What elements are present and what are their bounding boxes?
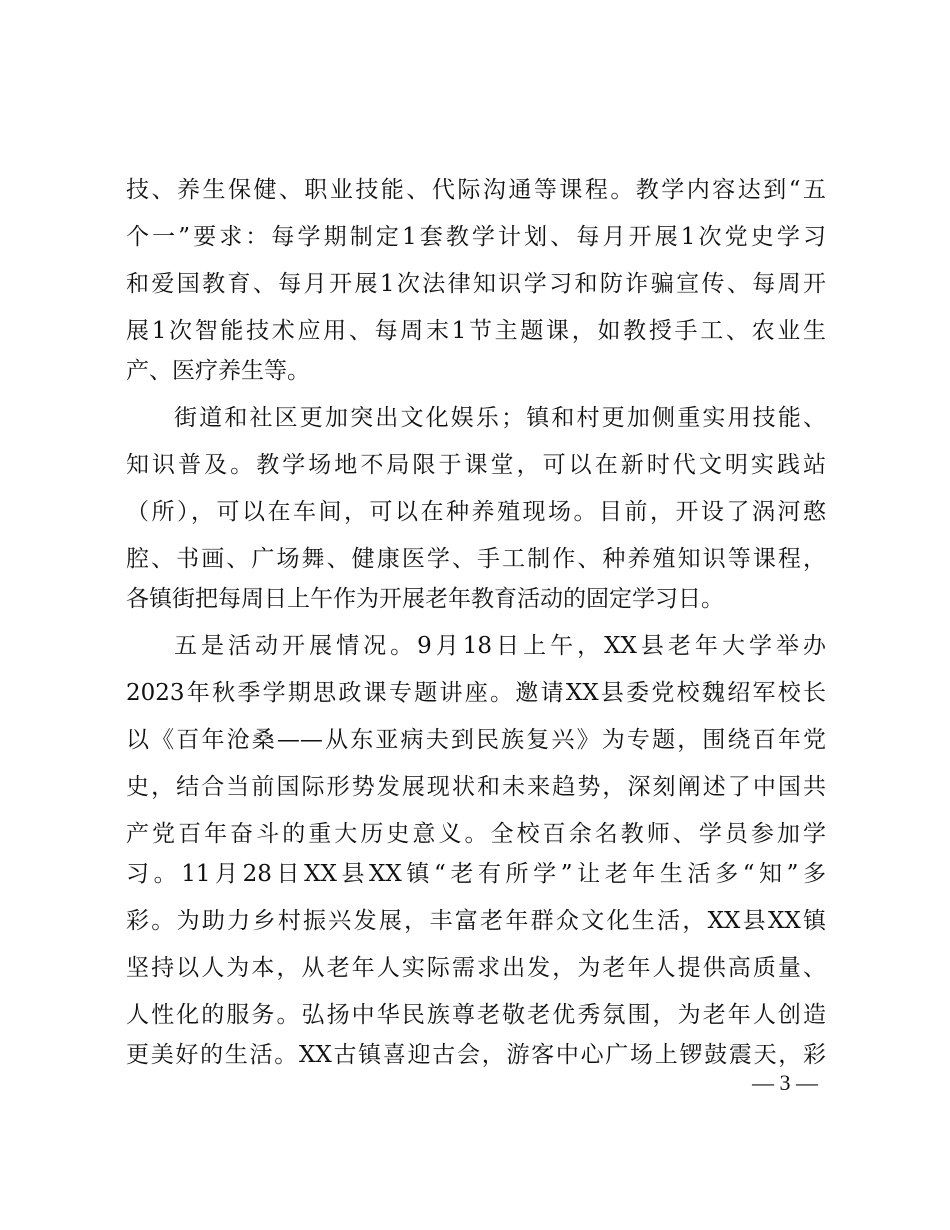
- text-line-9: 腔、书画、广场舞、健康医学、手工制作、种养殖知识等课程，: [126, 546, 826, 572]
- text-line-3: 和爱国教育、每月开展1次法律知识学习和防诈骗宣传、每周开: [126, 271, 826, 297]
- text-line-7: 知识普及。教学场地不局限于课堂，可以在新时代文明实践站: [126, 452, 826, 478]
- text-line-17: 彩。为助力乡村振兴发展，丰富老年群众文化生活，XX县XX镇: [126, 908, 826, 934]
- text-line-6: 街道和社区更加突出文化娱乐；镇和村更加侧重实用技能、: [174, 405, 826, 431]
- text-line-5: 产、医疗养生等。: [126, 358, 310, 384]
- text-line-1: 技、养生保健、职业技能、代际沟通等课程。教学内容达到“五: [126, 177, 826, 203]
- text-line-13: 以《百年沧桑——从东亚病夫到民族复兴》为专题，围绕百年党: [126, 727, 826, 753]
- text-line-14: 史，结合当前国际形势发展现状和未来趋势，深刻阐述了中国共: [126, 774, 826, 800]
- text-line-2: 个一”要求：每学期制定1套教学计划、每月开展1次党史学习: [126, 224, 826, 250]
- text-line-16: 习。11月28日XX县XX镇“老有所学”让老年生活多“知”多: [126, 861, 826, 887]
- text-line-18: 坚持以人为本，从老年人实际需求出发，为老年人提供高质量、: [126, 955, 826, 981]
- text-line-11: 五是活动开展情况。9月18日上午，XX县老年大学举办: [174, 633, 826, 659]
- text-line-15: 产党百年奋斗的重大历史意义。全校百余名教师、学员参加学: [126, 821, 826, 847]
- text-line-12: 2023年秋季学期思政课专题讲座。邀请XX县委党校魏绍军校长: [126, 680, 826, 706]
- text-line-20: 更美好的生活。XX古镇喜迎古会，游客中心广场上锣鼓震天，彩: [126, 1042, 826, 1068]
- text-line-19: 人性化的服务。弘扬中华民族尊老敬老优秀氛围，为老年人创造: [126, 1002, 826, 1028]
- text-line-4: 展1次智能技术应用、每周末1节主题课，如教授手工、农业生: [126, 318, 826, 344]
- text-line-10: 各镇街把每周日上午作为开展老年教育活动的固定学习日。: [126, 586, 724, 612]
- text-line-8: （所），可以在车间，可以在种养殖现场。目前，开设了涡河憨: [126, 499, 826, 525]
- page-number: — 3 —: [752, 1070, 818, 1095]
